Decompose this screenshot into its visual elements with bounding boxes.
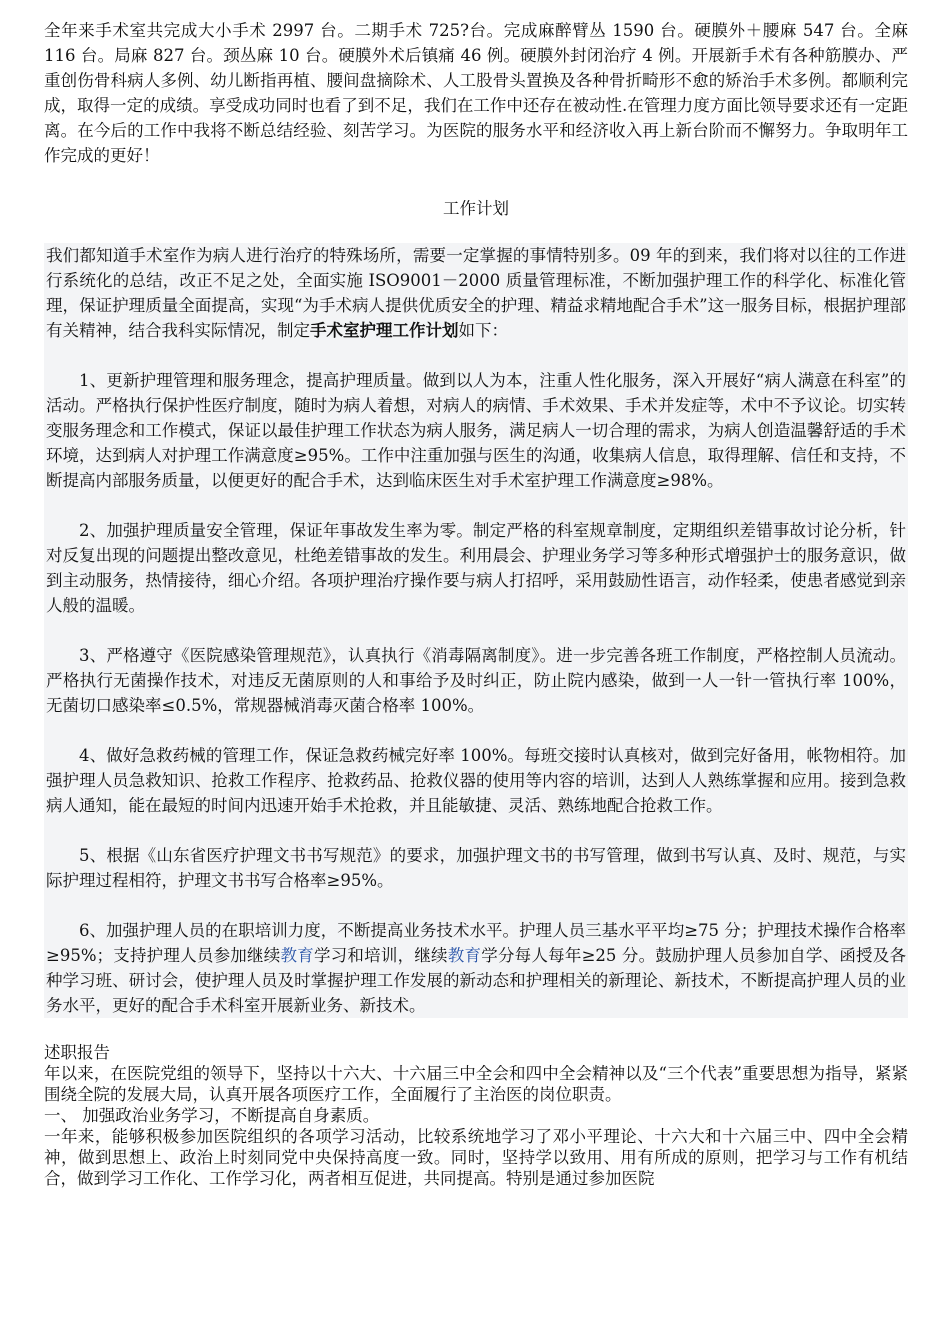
plan-intro-bold: 手术室护理工作计划 xyxy=(310,321,459,340)
plan-item-2: 2、加强护理质量安全管理，保证年事故发生率为零。制定严格的科室规章制度，定期组织差错事故讨论分析，针对反复出现的问题提出整改意见，杜绝差错事故的发生。利用晨会、护理业务学习等多种形式增强护士的服务意识，做到主动服务，热情接待，细心介绍。各项护理治疗操作要与病人打招呼，采用鼓励性语言，动作轻柔，使患者感觉到亲人般的温暖。 xyxy=(46,521,906,615)
report-section-heading: 一、 加强政治业务学习，不断提高自身素质。 xyxy=(44,1106,380,1125)
plan-item-4: 4、做好急救药械的管理工作，保证急救药械完好率 100%。每班交接时认真核对，做到完好备用，帐物相符。加强护理人员急救知识、抢救工作程序、抢救药品、抢救仪器的使用等内容的培训，达到人人熟练掌握和应用。接到急救病人通知，能在最短的时间内迅速开始手术抢救，并且能敏捷、灵活、熟练地配合抢救工作。 xyxy=(46,746,906,815)
plan-title: 工作计划 xyxy=(443,199,509,218)
plan-item-6-text-c: 学分每人每年≥25 分。鼓励护理人员参加自学、函授及各种学习班、研讨会，使护理人员及时掌握护理工作发展的新动态和护理相关的新理论、新技术，不断提高护理人员的业务水平，更好的配合手术科室开展新业务、新技术。 xyxy=(46,946,906,1015)
plan-section xyxy=(44,243,908,1018)
plan-intro-text: 我们都知道手术室作为病人进行治疗的特殊场所，需要一定掌握的事情特别多。09 年的到来，我们将对以往的工作进行系统化的总结，改正不足之处，全面实施 ISO9001－2000 质量管理标准，不断加强护理工作的科学化、标准化管理，保证护理质量全面提高，实现“为手术病人提供优质安全的护理、精益求精地配合手术”这一服务目标，根据护理部有关精神，结合我科实际情况，制定 xyxy=(46,246,906,340)
report-section xyxy=(44,1042,908,1189)
plan-item-5: 5、根据《山东省医疗护理文书书写规范》的要求，加强护理文书的书写管理，做到书写认真、及时、规范，与实际护理过程相符，护理文书书写合格率≥95%。 xyxy=(46,846,906,890)
plan-item-6-text-a: 6、加强护理人员的在职培训力度，不断提高业务技术水平。护理人员三基水平平均≥75 分；护理技术操作合格率≥95%；支持护理人员参加继续 xyxy=(46,921,906,965)
report-heading: 述职报告 xyxy=(44,1043,110,1062)
summary-paragraph: 全年来手术室共完成大小手术 2997 台。二期手术 725?台。完成麻醉臂丛 1590 台。硬膜外＋腰麻 547 台。全麻 116 台。局麻 827 台。颈丛麻 10 台。硬膜外术后镇痛 46 例。硬膜外封闭治疗 4 例。开展新手术有各种筋膜办、严重创伤骨科病人多例、幼儿断指再植、腰间盘摘除术、人工股骨头置换及各种骨折畸形不愈的矫治手术多例。都顺利完成，取得一定的成绩。享受成功同时也看了到不足，我们在工作中还存在被动性.在管理力度方面比领导要求还有一定距离。在今后的工作中我将不断总结经验、刻苦学习。为医院的服务水平和经济收入再上新台阶而不懈努力。争取明年工作完成的更好！ xyxy=(44,21,908,165)
report-paragraph-2: 一年来，能够积极参加医院组织的各项学习活动，比较系统地学习了邓小平理论、十六大和十六届三中、四中全会精神，做到思想上、政治上时刻同党中央保持高度一致。同时，坚持学以致用、用有所成的原则，把学习与工作有机结合，做到学习工作化、工作学习化，两者相互促进，共同提高。特别是通过参加医院 xyxy=(44,1127,908,1188)
education-link[interactable]: 教育 xyxy=(280,946,314,965)
plan-item-3: 3、严格遵守《医院感染管理规范》，认真执行《消毒隔离制度》。进一步完善各班工作制度，严格控制人员流动。严格执行无菌操作技术，对违反无菌原则的人和事给予及时纠正，防止院内感染，做到一人一针一管执行率 100%，无菌切口感染率≤0.5%，常规器械消毒灭菌合格率 100%。 xyxy=(46,646,906,715)
plan-item-1: 1、更新护理管理和服务理念，提高护理质量。做到以人为本，注重人性化服务，深入开展好“病人满意在科室”的活动。严格执行保护性医疗制度，随时为病人着想，对病人的病情、手术效果、手术并发症等，术中不予议论。切实转变服务理念和工作模式，保证以最佳护理工作状态为病人服务，满足病人一切合理的需求，为病人创造温馨舒适的手术环境，达到病人对护理工作满意度≥95%。工作中注重加强与医生的沟通，收集病人信息，取得理解、信任和支持，不断提高内部服务质量，以便更好的配合手术，达到临床医生对手术室护理工作满意度≥98%。 xyxy=(46,371,906,490)
document-page xyxy=(44,18,908,1189)
plan-item-6-text-b: 学习和培训，继续 xyxy=(313,946,448,965)
plan-intro-end: 如下： xyxy=(458,321,508,340)
report-paragraph-1: 年以来，在医院党组的领导下，坚持以十六大、十六届三中全会和四中全会精神以及“三个代表”重要思想为指导，紧紧围绕全院的发展大局，认真开展各项医疗工作，全面履行了主治医的岗位职责。 xyxy=(44,1064,908,1104)
plan-item-6 xyxy=(46,918,906,1018)
plan-intro xyxy=(46,243,906,343)
education-link[interactable]: 教育 xyxy=(447,946,482,965)
